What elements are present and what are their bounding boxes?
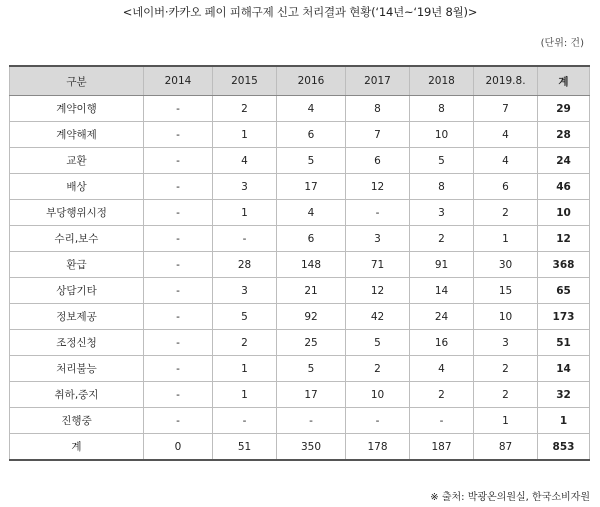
table-cell: 2: [474, 356, 538, 382]
table-cell: -: [213, 226, 277, 252]
row-total-cell: 24: [538, 148, 590, 174]
data-table: [9, 65, 590, 461]
header-2017: 2017: [346, 66, 410, 96]
table-cell: 91: [410, 252, 474, 278]
table-cell: 6: [277, 226, 346, 252]
table-cell: 28: [213, 252, 277, 278]
table-cell: 5: [346, 330, 410, 356]
table-cell: 30: [474, 252, 538, 278]
row-category-cell: 상담기타: [10, 278, 144, 304]
header-2014: 2014: [144, 66, 213, 96]
table-cell: 71: [346, 252, 410, 278]
table-row: [10, 356, 590, 382]
table-cell: 2: [474, 382, 538, 408]
table-cell: 8: [410, 96, 474, 122]
table-cell: 6: [474, 174, 538, 200]
table-row: [10, 408, 590, 434]
row-category-cell: 계약해제: [10, 122, 144, 148]
table-row: [10, 96, 590, 122]
table-cell: 6: [346, 148, 410, 174]
table-cell: -: [144, 382, 213, 408]
table-body: [10, 96, 590, 461]
table-cell: 42: [346, 304, 410, 330]
header-2019: 2019.8.: [474, 66, 538, 96]
table-row: [10, 148, 590, 174]
row-total-cell: 28: [538, 122, 590, 148]
row-total-cell: 853: [538, 434, 590, 461]
table-cell: -: [144, 226, 213, 252]
table-cell: 24: [410, 304, 474, 330]
table-cell: 8: [410, 174, 474, 200]
table-row: [10, 434, 590, 461]
table-cell: 2: [410, 226, 474, 252]
table-cell: 187: [410, 434, 474, 461]
table-cell: 17: [277, 382, 346, 408]
table-cell: -: [410, 408, 474, 434]
header-category: 구분: [10, 66, 144, 96]
table-cell: -: [144, 278, 213, 304]
table-cell: -: [144, 174, 213, 200]
table-row: [10, 226, 590, 252]
table-cell: -: [144, 330, 213, 356]
row-category-cell: 배상: [10, 174, 144, 200]
table-cell: 2: [213, 330, 277, 356]
unit-label: (단위: 건): [540, 38, 584, 49]
table-cell: 178: [346, 434, 410, 461]
table-cell: -: [144, 122, 213, 148]
table-cell: -: [144, 304, 213, 330]
table-cell: 2: [213, 96, 277, 122]
table-cell: -: [346, 200, 410, 226]
row-total-cell: 1: [538, 408, 590, 434]
table-cell: 25: [277, 330, 346, 356]
table-cell: 4: [277, 200, 346, 226]
table-cell: 12: [346, 278, 410, 304]
table-cell: 2: [474, 200, 538, 226]
table-cell: 21: [277, 278, 346, 304]
row-category-cell: 정보제공: [10, 304, 144, 330]
table-cell: 6: [277, 122, 346, 148]
table-cell: -: [144, 252, 213, 278]
table-cell: -: [144, 356, 213, 382]
table-cell: -: [144, 148, 213, 174]
table-cell: -: [346, 408, 410, 434]
table-row: [10, 252, 590, 278]
table-cell: 5: [277, 148, 346, 174]
table-cell: 4: [213, 148, 277, 174]
table-title: <네이버·카카오 페이 피해구제 신고 처리결과 현황(‘14년~‘19년 8월)>: [122, 5, 478, 19]
table-row: [10, 122, 590, 148]
table-cell: 8: [346, 96, 410, 122]
table-cell: 3: [346, 226, 410, 252]
row-category-cell: 계: [10, 434, 144, 461]
table-cell: 92: [277, 304, 346, 330]
row-category-cell: 처리불능: [10, 356, 144, 382]
table-cell: -: [144, 96, 213, 122]
table-cell: 5: [277, 356, 346, 382]
table-cell: 2: [346, 356, 410, 382]
table-cell: 15: [474, 278, 538, 304]
table-cell: 148: [277, 252, 346, 278]
table-cell: 5: [213, 304, 277, 330]
row-category-cell: 수리,보수: [10, 226, 144, 252]
table-cell: 1: [213, 200, 277, 226]
row-total-cell: 46: [538, 174, 590, 200]
table-cell: -: [144, 408, 213, 434]
table-cell: 1: [213, 356, 277, 382]
table-cell: 7: [474, 96, 538, 122]
source-note: ※ 출처: 박광온의원실, 한국소비자원: [430, 492, 590, 503]
table-cell: 3: [213, 278, 277, 304]
row-category-cell: 환급: [10, 252, 144, 278]
table-cell: 4: [474, 122, 538, 148]
table-cell: 10: [346, 382, 410, 408]
table-cell: 2: [410, 382, 474, 408]
table-cell: 350: [277, 434, 346, 461]
table-cell: 3: [410, 200, 474, 226]
row-category-cell: 진행중: [10, 408, 144, 434]
header-2016: 2016: [277, 66, 346, 96]
row-total-cell: 51: [538, 330, 590, 356]
table-cell: 1: [213, 122, 277, 148]
table-cell: 10: [474, 304, 538, 330]
row-category-cell: 계약이행: [10, 96, 144, 122]
table-cell: 16: [410, 330, 474, 356]
table-cell: 17: [277, 174, 346, 200]
table-cell: -: [144, 200, 213, 226]
table-row: [10, 174, 590, 200]
row-total-cell: 29: [538, 96, 590, 122]
header-total: 계: [538, 66, 590, 96]
table-cell: 1: [213, 382, 277, 408]
table-cell: 7: [346, 122, 410, 148]
header-row: [10, 66, 590, 96]
table-cell: 1: [474, 408, 538, 434]
row-total-cell: 10: [538, 200, 590, 226]
table-cell: 14: [410, 278, 474, 304]
table-row: [10, 200, 590, 226]
row-category-cell: 조정신청: [10, 330, 144, 356]
table-row: [10, 304, 590, 330]
table-row: [10, 330, 590, 356]
table-cell: 87: [474, 434, 538, 461]
table-cell: 4: [410, 356, 474, 382]
table-cell: 1: [474, 226, 538, 252]
table-cell: 3: [213, 174, 277, 200]
header-2018: 2018: [410, 66, 474, 96]
header-2015: 2015: [213, 66, 277, 96]
table-cell: -: [277, 408, 346, 434]
table-row: [10, 382, 590, 408]
row-total-cell: 12: [538, 226, 590, 252]
row-total-cell: 173: [538, 304, 590, 330]
table-cell: 51: [213, 434, 277, 461]
row-total-cell: 32: [538, 382, 590, 408]
table-cell: 12: [346, 174, 410, 200]
table-cell: 3: [474, 330, 538, 356]
row-total-cell: 14: [538, 356, 590, 382]
table-cell: -: [213, 408, 277, 434]
row-category-cell: 교환: [10, 148, 144, 174]
table-row: [10, 278, 590, 304]
table-cell: 10: [410, 122, 474, 148]
row-total-cell: 65: [538, 278, 590, 304]
table-cell: 4: [474, 148, 538, 174]
row-total-cell: 368: [538, 252, 590, 278]
row-category-cell: 부당행위시정: [10, 200, 144, 226]
table-cell: 0: [144, 434, 213, 461]
table-cell: 4: [277, 96, 346, 122]
row-category-cell: 취하,중지: [10, 382, 144, 408]
table-cell: 5: [410, 148, 474, 174]
